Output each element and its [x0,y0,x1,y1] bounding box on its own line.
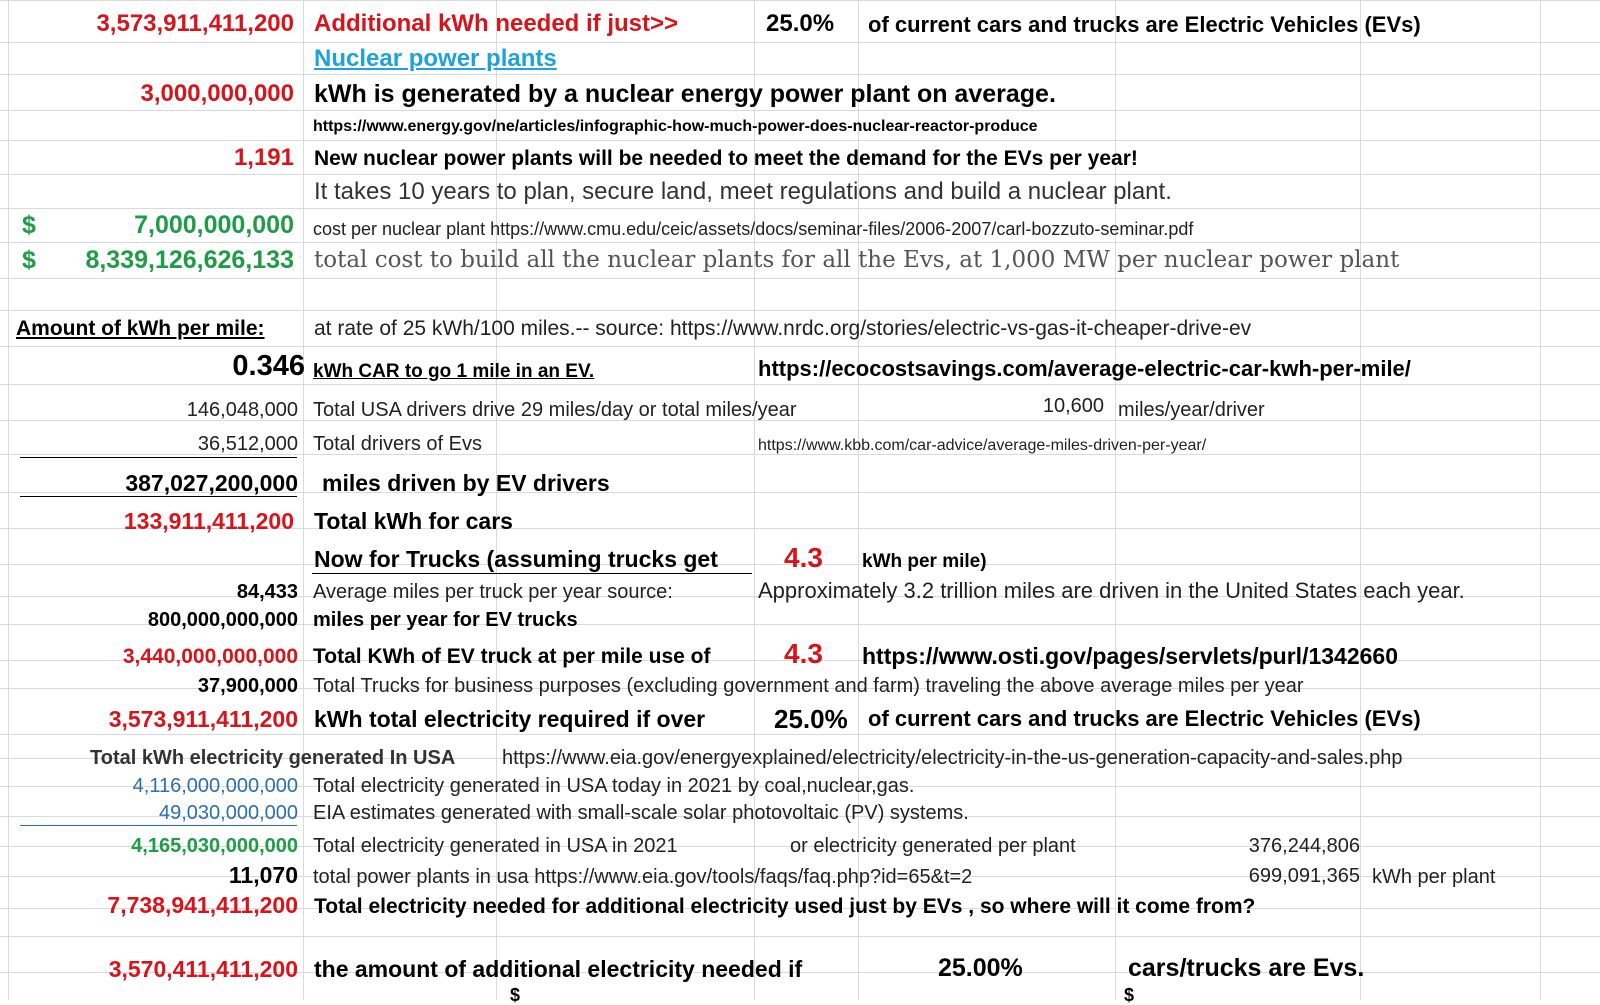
ev-percent-cell-2[interactable]: 25.0% [774,704,848,734]
additional-kwh-label[interactable]: Additional kWh needed if just>> [314,10,679,37]
ev-percent-tail-2[interactable]: of current cars and trucks are Electric Vehicles (EVs) [868,706,1421,731]
total-trucks-value[interactable]: 37,900,000 [197,675,298,697]
miles-per-truck-value[interactable]: 84,433 [236,581,298,603]
usa-generated-label[interactable]: Total electricity generated in USA today in 2021 by coal,nuclear,gas. [313,775,915,797]
total-miles-value[interactable]: 146,048,000 [186,399,298,421]
kwh-per-plant-label[interactable]: kWh is generated by a nuclear energy power plant on average. [314,80,1056,108]
miles-per-driver-unit[interactable]: miles/year/driver [1118,399,1265,421]
truck-kwh-unit[interactable]: kWh per mile) [862,551,987,572]
truck-miles-value[interactable]: 800,000,000,000 [147,609,298,631]
kbb-url[interactable]: https://www.kbb.com/car-advice/average-miles-driven-per-year/ [758,437,1207,454]
additional-needed-value[interactable]: 3,570,411,411,200 [108,956,298,982]
ev-percent-cell[interactable]: 25.0% [766,10,835,37]
total-miles-label[interactable]: Total USA drivers drive 29 miles/day or total miles/year [313,399,797,421]
total-trucks-label[interactable]: Total Trucks for business purposes (excluding government and farm) traveling the above average miles per year [313,675,1304,697]
total-required-value[interactable]: 3,573,911,411,200 [108,706,298,732]
energy-gov-url[interactable]: https://www.energy.gov/ne/articles/infographic-how-much-power-does-nuclear-reactor-produce [313,118,1038,135]
additional-needed-label[interactable]: the amount of additional electricity needed if [314,956,803,982]
plants-needed-value[interactable]: 1,191 [233,144,294,171]
currency-symbol: $ [1124,985,1135,1005]
ev-percent-cell-3[interactable]: 25.00% [938,954,1023,982]
kwh-per-mile-value[interactable]: 0.346 [232,350,305,382]
total-cost-label[interactable]: total cost to build all the nuclear plants for all the Evs, at 1,000 MW per nuclear power plant [314,247,1400,273]
total-generated-label[interactable]: Total electricity generated in USA in 2021 [313,835,678,857]
solar-generated-value[interactable]: 49,030,000,000 [158,802,298,824]
ev-miles-value[interactable]: 387,027,200,000 [125,470,298,496]
ev-miles-label[interactable]: miles driven by EV drivers [322,470,610,496]
truck-kwh-value[interactable]: 3,440,000,000,000 [122,645,298,668]
osti-url[interactable]: https://www.osti.gov/pages/servlets/purl/1342660 [862,643,1398,669]
kwh-per-plant-value-2[interactable]: 699,091,365 [1248,865,1360,887]
sum-underline [20,457,297,458]
additional-kwh-value[interactable]: 3,573,911,411,200 [96,10,294,37]
kwh-per-mile-heading[interactable]: Amount of kWh per mile: [16,317,265,340]
kwh-rate-source[interactable]: at rate of 25 kWh/100 miles.-- source: https://www.nrdc.org/stories/electric-vs-gas-it-cheaper-drive-ev [314,317,1252,340]
miles-per-driver-value[interactable]: 10,600 [1042,395,1104,417]
truck-kwh-per-mile[interactable]: 4.3 [784,542,823,573]
per-plant-value[interactable]: 376,244,806 [1248,835,1360,857]
per-plant-label[interactable]: or electricity generated per plant [790,835,1076,857]
truck-underline [312,573,752,574]
ev-drivers-value[interactable]: 36,512,000 [197,433,298,455]
plants-needed-label[interactable]: New nuclear power plants will be needed to meet the demand for the EVs per year! [314,147,1138,170]
ten-years-note[interactable]: It takes 10 years to plan, secure land, meet regulations and build a nuclear plant. [314,178,1172,205]
power-plants-value[interactable]: 11,070 [228,862,298,888]
solar-generated-label[interactable]: EIA estimates generated with small-scale solar photovoltaic (PV) systems. [313,802,969,824]
sum-underline [20,496,297,497]
total-needed-value[interactable]: 7,738,941,411,200 [107,892,298,918]
car-kwh-value[interactable]: 133,911,411,200 [123,508,294,534]
ev-drivers-label[interactable]: Total drivers of Evs [313,433,482,455]
currency-symbol: $ [22,246,36,274]
cost-per-plant-value[interactable]: 7,000,000,000 [134,211,294,239]
usa-generated-value[interactable]: 4,116,000,000,000 [132,775,298,797]
truck-miles-label[interactable]: miles per year for EV trucks [313,609,578,631]
kwh-per-mile-label[interactable]: kWh CAR to go 1 mile in an EV. [313,361,595,382]
nuclear-power-plants-link[interactable]: Nuclear power plants [314,45,557,72]
kwh-per-plant-value[interactable]: 3,000,000,000 [140,80,294,107]
power-plants-label[interactable]: total power plants in usa https://www.eia.gov/tools/faqs/faq.php?id=65&t=2 [313,866,973,888]
currency-symbol: $ [510,985,521,1005]
total-needed-label[interactable]: Total electricity needed for additional electricity used just by EVs , so where will it come from? [314,895,1256,918]
total-required-label[interactable]: kWh total electricity required if over [314,706,706,732]
ev-percent-tail[interactable]: of current cars and trucks are Electric Vehicles (EVs) [868,12,1421,37]
ev-percent-tail-3[interactable]: cars/trucks are Evs. [1128,954,1365,982]
miles-per-truck-label[interactable]: Average miles per truck per year source: [313,581,673,603]
car-kwh-label[interactable]: Total kWh for cars [314,508,513,534]
usa-generation-heading[interactable]: Total kWh electricity generated In USA [90,747,456,769]
trucks-assumption-label[interactable]: Now for Trucks (assuming trucks get [314,546,718,572]
trillion-miles-note[interactable]: Approximately 3.2 trillion miles are driven in the United States each year. [758,578,1465,603]
cost-per-plant-label[interactable]: cost per nuclear plant https://www.cmu.edu/ceic/assets/docs/seminar-files/2006-2007/carl-bozzuto-seminar.pdf [313,219,1194,239]
eia-url[interactable]: https://www.eia.gov/energyexplained/electricity/electricity-in-the-us-generation-capacity-and-sales.php [502,747,1403,769]
kwh-per-plant-unit[interactable]: kWh per plant [1372,866,1496,888]
total-cost-value[interactable]: 8,339,126,626,133 [85,246,294,274]
total-generated-value[interactable]: 4,165,030,000,000 [131,835,298,857]
sum-underline [20,825,297,826]
truck-per-mile-use[interactable]: 4.3 [784,638,823,669]
currency-symbol: $ [22,211,36,239]
truck-kwh-label[interactable]: Total KWh of EV truck at per mile use of [313,645,711,668]
ecocostsavings-url[interactable]: https://ecocostsavings.com/average-electric-car-kwh-per-mile/ [758,356,1411,381]
